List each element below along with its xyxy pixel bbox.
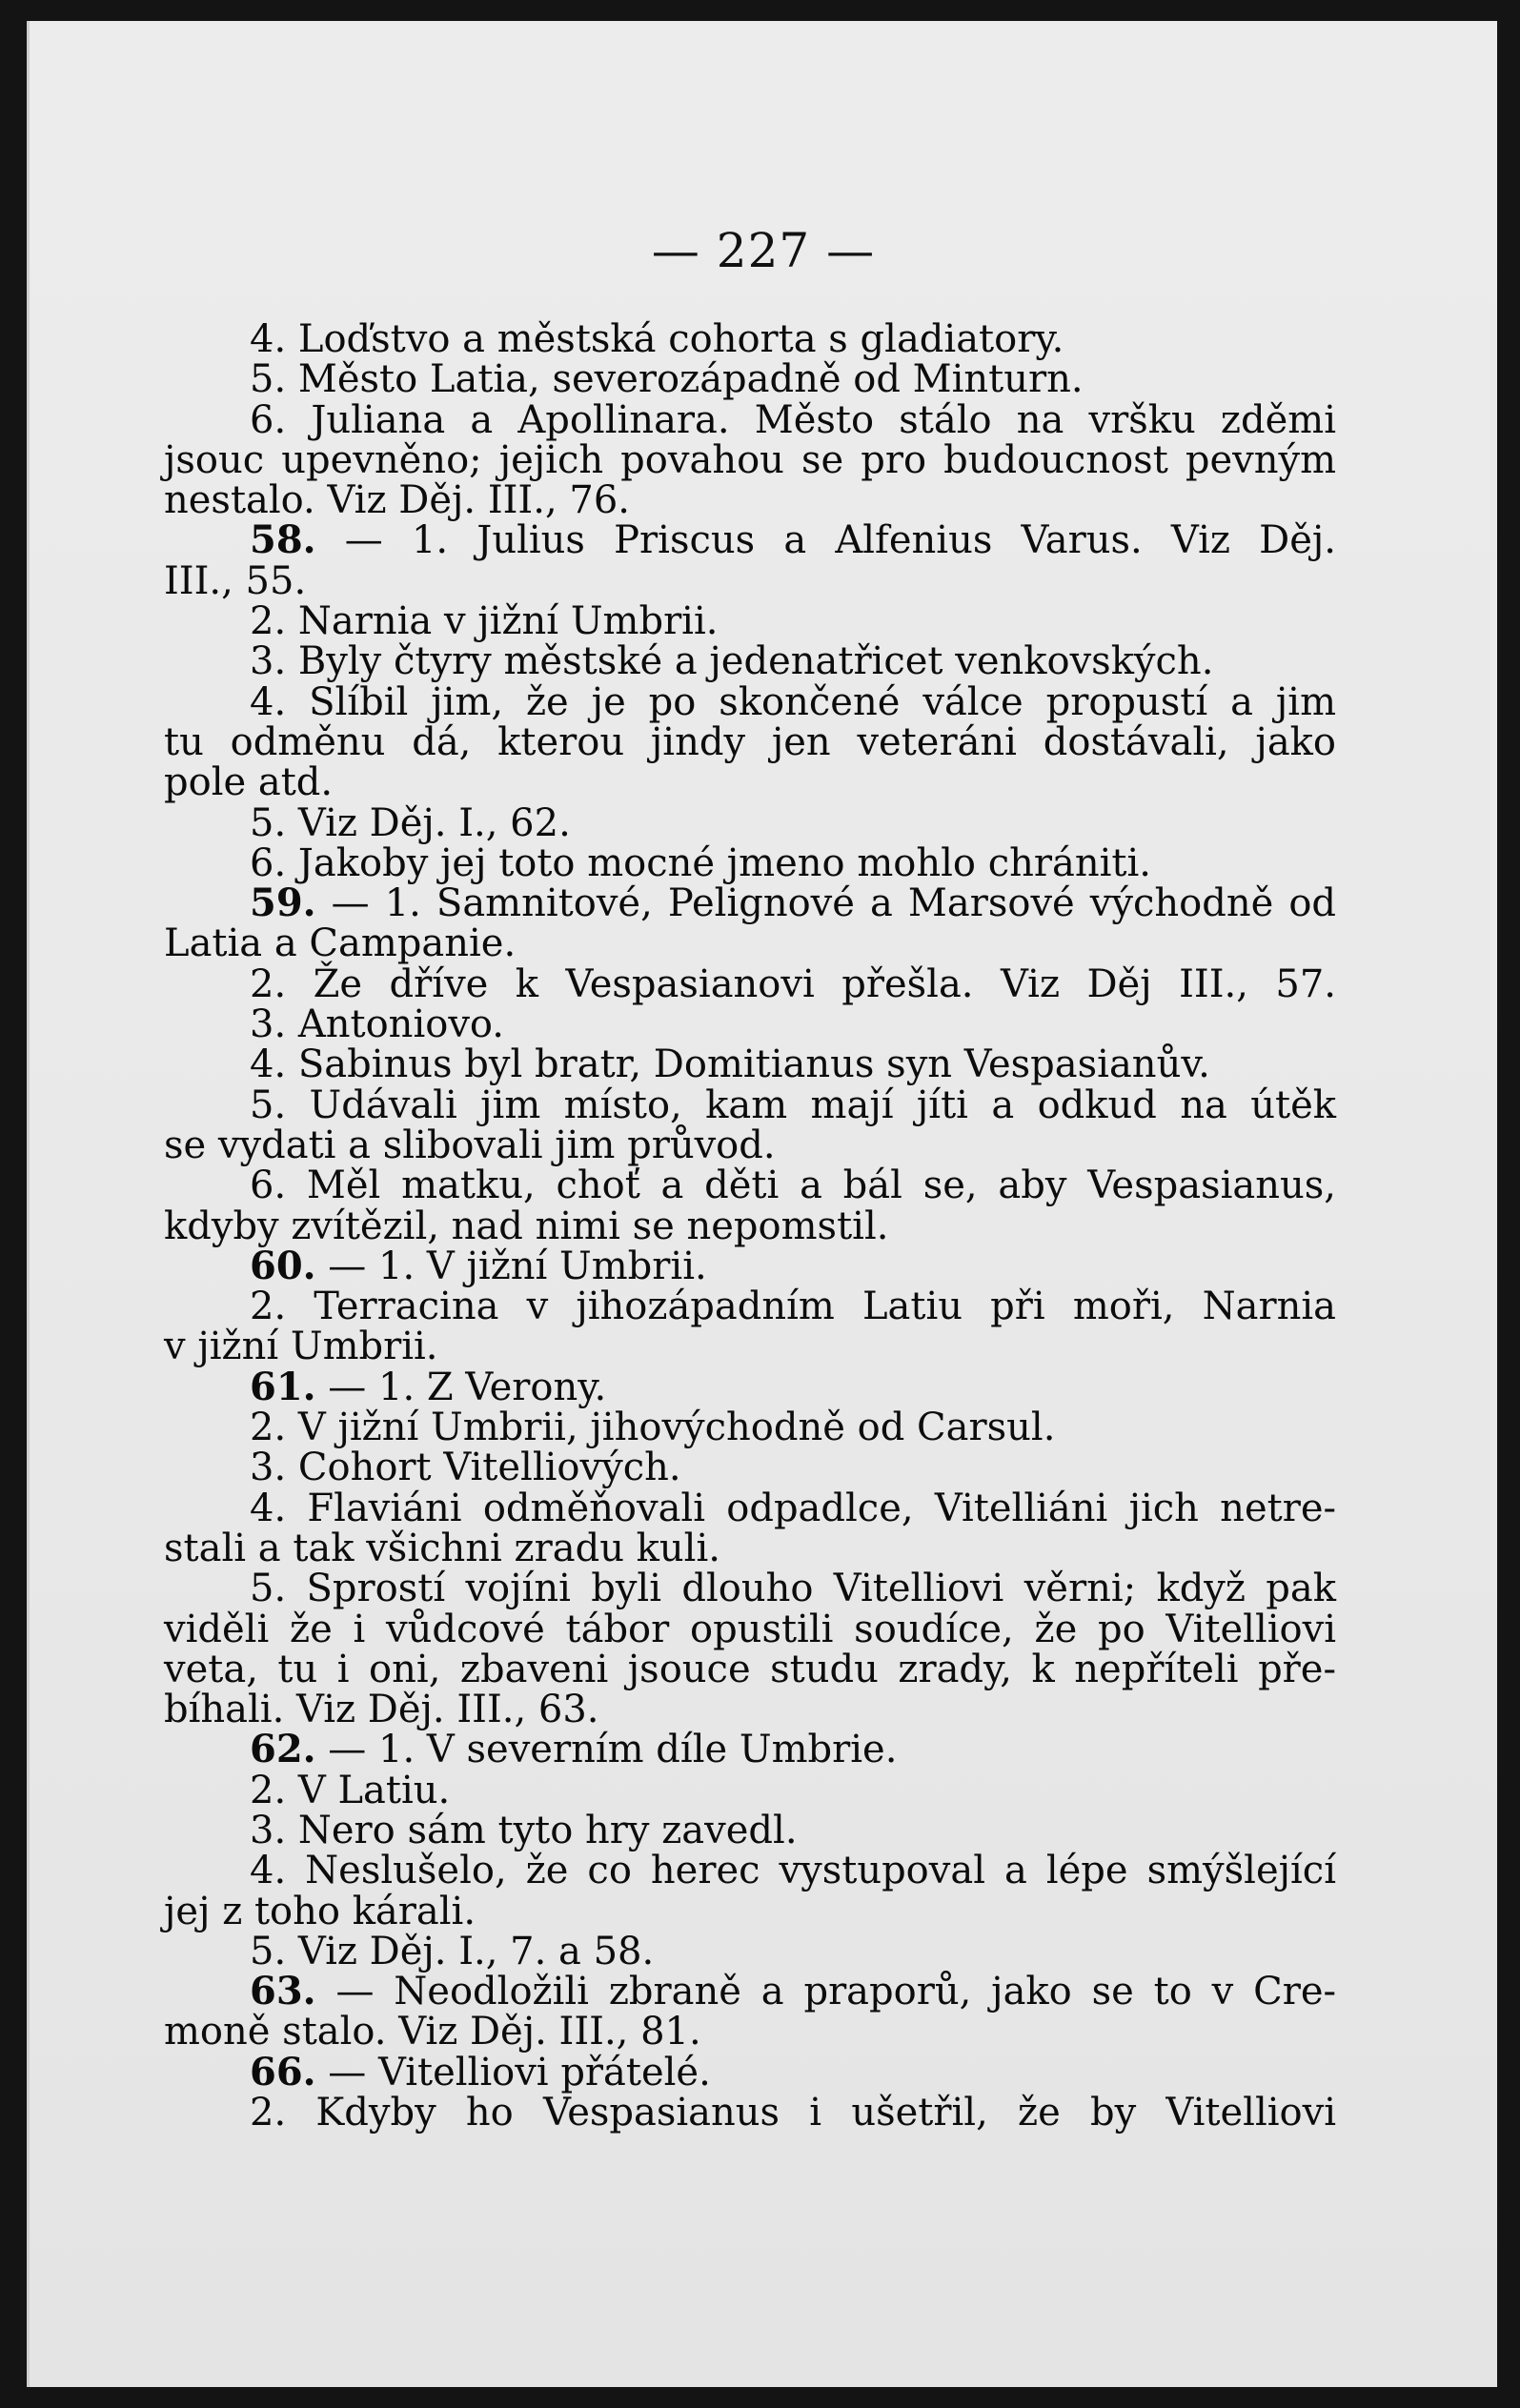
text-line: [164, 1364, 1336, 1409]
line-text: bíhali. Viz Děj. III., 63.: [164, 1688, 599, 1732]
line-text: 4. Neslušelo, že co herec vystupoval a lépe smýšlející: [250, 1849, 1336, 1893]
text-line: [164, 1125, 1336, 1165]
chapter-number: 58.: [250, 517, 316, 563]
text-line: [164, 1969, 1336, 2014]
line-text: nestalo. Viz Děj. III., 76.: [164, 478, 630, 523]
text-line: [164, 679, 1336, 724]
line-text: viděli že i vůdcové tábor opustili soudíce, že po Vitelliovi: [164, 1607, 1336, 1651]
text-line: [164, 1649, 1336, 1690]
text-line: [164, 1285, 1336, 1329]
text-line: [164, 880, 1336, 926]
text-line: [164, 357, 1336, 402]
text-line: [164, 1002, 1336, 1047]
text-line: [164, 558, 1336, 603]
line-text: III., 55.: [164, 558, 307, 603]
line-text: 2. V jižní Umbrii, jihovýchodně od Carsul.: [250, 1406, 1056, 1450]
line-text: 5. Viz Děj. I., 62.: [250, 800, 571, 845]
line-text: — 1. Julius Priscus a Alfenius Varus. Viz Děj.: [315, 518, 1336, 563]
text-line: [164, 1929, 1336, 1973]
chapter-number: 63.: [250, 1969, 316, 2014]
text-line: [164, 1206, 1336, 1246]
text-line: [164, 319, 1336, 359]
text-line: [164, 1889, 1336, 1933]
text-line: [164, 961, 1336, 1006]
text-line: [164, 1488, 1336, 1528]
line-text: 5. Sprostí vojíni byli dlouho Vitelliovi věrni; když pak: [250, 1567, 1336, 1611]
line-text: 5. Viz Děj. I., 7. a 58.: [250, 1929, 655, 1973]
text-line: [164, 1243, 1336, 1288]
line-text: jej z toho kárali.: [164, 1889, 476, 1933]
text-line: [164, 840, 1336, 885]
text-line: [164, 478, 1336, 523]
text-line: [164, 639, 1336, 684]
line-text: — 1. Z Verony.: [315, 1365, 607, 1409]
line-text: 2. Narnia v jižní Umbrii.: [250, 599, 719, 644]
book-page: [27, 21, 1497, 2387]
line-text: 6. Měl matku, choť a děti a bál se, aby Vespasianus,: [250, 1164, 1336, 1208]
text-line: [164, 2012, 1336, 2052]
line-text: Latia a Campanie.: [164, 921, 517, 966]
line-text: 4. Flaviáni odměňovali odpadlce, Vitelliáni jich netre-: [250, 1486, 1336, 1530]
line-text: 2. Terracina v jihozápadním Latiu při moři, Narnia: [250, 1285, 1336, 1329]
line-text: — Neodložili zbraně a praporů, jako se to v Cre-: [315, 1970, 1336, 2014]
line-text: 2. Kdyby ho Vespasianus i ušetřil, že by Vitelliovi: [250, 2091, 1336, 2135]
line-text: — 1. V jižní Umbrii.: [315, 1244, 707, 1288]
chapter-number: 59.: [250, 880, 316, 926]
line-text: se vydati a slibovali jim průvod.: [164, 1123, 776, 1167]
line-text: pole atd.: [164, 760, 334, 805]
text-line: [164, 397, 1336, 442]
line-text: 2. V Latiu.: [250, 1768, 451, 1812]
text-line: [164, 1568, 1336, 1609]
text-line: [164, 1768, 1336, 1812]
text-line: [164, 1808, 1336, 1852]
line-text: moně stalo. Viz Děj. III., 81.: [164, 2010, 701, 2054]
chapter-number: 62.: [250, 1727, 316, 1772]
text-line: [164, 1042, 1336, 1087]
line-text: 4. Loďstvo a městská cohorta s gladiatory.: [250, 317, 1064, 361]
line-text: 2. Že dříve k Vespasianovi přešla. Viz Děj III., 57.: [250, 961, 1336, 1006]
text-line: [164, 1690, 1336, 1730]
text-line: [164, 1528, 1336, 1568]
line-text: 3. Nero sám tyto hry zavedl.: [250, 1808, 798, 1852]
text-line: [164, 1085, 1336, 1125]
text-line: [164, 2049, 1336, 2094]
text-line: [164, 1406, 1336, 1450]
page-body-text: [164, 319, 1336, 2133]
line-text: 3. Cohort Vitelliových.: [250, 1446, 681, 1490]
line-text: stali a tak všichni zradu kuli.: [164, 1526, 720, 1570]
chapter-number: 61.: [250, 1364, 316, 1409]
text-line: [164, 1164, 1336, 1208]
chapter-number: 60.: [250, 1243, 316, 1288]
line-text: 6. Jakoby jej toto mocné jmeno mohlo chrániti.: [250, 840, 1151, 885]
text-line: [164, 599, 1336, 644]
page-number: — 227 —: [651, 223, 876, 278]
text-line: [164, 1609, 1336, 1649]
line-text: — 1. Samnitové, Pelignové a Marsové východně od: [315, 881, 1336, 926]
line-text: veta, tu i oni, zbaveni jsouce studu zrady, k nepříteli pře-: [164, 1647, 1336, 1691]
text-line: [164, 1727, 1336, 1772]
line-text: v jižní Umbrii.: [164, 1325, 438, 1369]
chapter-number: 66.: [250, 2049, 316, 2094]
text-line: [164, 517, 1336, 563]
line-text: jsouc upevněno; jejich povahou se pro budoucnost pevným: [164, 437, 1336, 482]
line-text: tu odměnu dá, kterou jindy jen veteráni dostávali, jako: [164, 719, 1336, 764]
text-line: [164, 1446, 1336, 1490]
line-text: 5. Město Latia, severozápadně od Minturn.: [250, 357, 1084, 402]
line-text: 4. Slíbil jim, že je po skončené válce propustí a jim: [250, 679, 1336, 724]
text-line: [164, 719, 1336, 764]
line-text: 4. Sabinus byl bratr, Domitianus syn Vespasianův.: [250, 1042, 1210, 1087]
line-text: — Vitelliovi přátelé.: [315, 2050, 711, 2094]
line-text: 5. Udávali jim místo, kam mají jíti a odkud na útěk: [250, 1083, 1336, 1127]
text-line: [164, 921, 1336, 966]
line-text: 3. Byly čtyry městské a jedenatřicet venkovských.: [250, 639, 1214, 684]
line-text: 3. Antoniovo.: [250, 1002, 505, 1047]
line-text: — 1. V severním díle Umbrie.: [315, 1728, 898, 1772]
text-line: [164, 1325, 1336, 1369]
text-line: [164, 1851, 1336, 1891]
line-text: 6. Juliana a Apollinara. Město stálo na vršku zděmi: [250, 397, 1336, 442]
text-line: [164, 2093, 1336, 2133]
text-line: [164, 760, 1336, 805]
text-line: [164, 800, 1336, 845]
text-line: [164, 437, 1336, 482]
line-text: kdyby zvítězil, nad nimi se nepomstil.: [164, 1204, 889, 1248]
